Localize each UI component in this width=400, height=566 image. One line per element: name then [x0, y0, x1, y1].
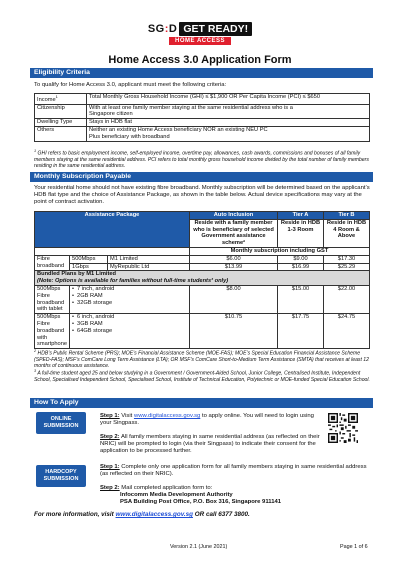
eligibility-row-others — [35, 127, 370, 142]
bundle-specs: • 7 inch, android • 2GB RAM • 32GB storage — [70, 285, 190, 313]
eligibility-value: Neither an existing Home Access beneficiary NOR an existing NEU PC Plus beneficiary with broadband — [87, 127, 370, 142]
digitalaccess-link[interactable]: www.digitalaccess.gov.sg — [133, 413, 201, 419]
price-tier-b: $24.75 — [324, 314, 370, 349]
eligibility-intro: To qualify for Home Access 3.0, applicant must meet the following criteria: — [34, 82, 227, 88]
price-auto: $8.00 — [190, 285, 278, 313]
eligibility-label: Income$^1$ — [35, 94, 87, 105]
eligibility-footnote: $^1$ GHI refers to basic employment income, self-employed income, overtime pay, allowances, cash awards, commissions and bonuses of all family members staying at the same residential address. PCI refers to total monthly gross household income divided by the total number of family members residing in the same residential address. — [34, 149, 369, 170]
tier-a-desc: Reside in HDB 1-3 Room — [278, 219, 324, 247]
eligibility-row-citizenship — [35, 104, 370, 119]
table-row — [35, 263, 370, 271]
mail-address-line-2: PSA Building Post Office, P.O. Box 316, Singapore 911141 — [120, 499, 282, 506]
fibre-speed: 500Mbps — [70, 255, 108, 263]
fibre-provider: MyRepublic Ltd — [108, 263, 190, 271]
fibre-speed: 1Gbps — [70, 263, 108, 271]
col-tier-b: Tier B — [324, 212, 370, 220]
price-tier-b: $22.00 — [324, 285, 370, 313]
logo-home-access: HOME ACCESS — [169, 37, 231, 45]
eligibility-value: Stays in HDB flat — [87, 119, 370, 127]
bundled-plans-heading: Bundled Plans by M1 Limited (Note: Options is available for families without full-time students³ only) — [35, 271, 370, 286]
table-row — [35, 255, 370, 263]
eligibility-row-income — [35, 94, 370, 105]
online-submission-badge: ONLINE SUBMISSION — [36, 412, 86, 434]
subscription-intro: Your residential home should not have existing fibre broadband. Monthly subscription will be determined based on the applicant’s HDB flat type and the choice of Assistance Package, as shown in the table below. Actual device specifications may vary at the point of contract activation. — [34, 185, 370, 206]
hardcopy-submission-badge: HARDCOPY SUBMISSION — [36, 465, 86, 487]
eligibility-value: Total Monthly Gross Household Income (GHI) ≤ $1,900 OR Per Capita Income (PCI) ≤ $650 — [87, 94, 370, 105]
subscription-header: Monthly Subscription Payable — [30, 172, 373, 182]
price-tier-a: $17.75 — [278, 314, 324, 349]
price-tier-a: $9.00 — [278, 255, 324, 263]
gst-row: Monthly subscription including GST — [190, 247, 370, 255]
hardcopy-step-2: Step 2: Mail completed application form to: Infocomm Media Development Authority PSA Building Post Office, P.O. Box 316, Singapore 911141 — [100, 485, 368, 507]
sgd-logo — [0, 22, 400, 45]
eligibility-label: Dwelling Type — [35, 119, 87, 127]
fibre-label: Fibre broadband — [35, 255, 70, 271]
subscription-footnote-2: $^2$ HDB’s Public Rental Scheme (PRS); MOE’s Financial Assistance Scheme (MOE-FAS); MOE’s Special Education Financial Assistance Scheme (SPED-FAS); MSF’s ComCare Long Term Assistance (LTA); OR MSF’s ComCare Short-to-Medium Term Assistance (SMTA) that receives at least 12 months of continuous assistance. — [34, 349, 369, 370]
subscription-table — [34, 211, 370, 349]
price-auto: $13.99 — [190, 263, 278, 271]
price-tier-a: $15.00 — [278, 285, 324, 313]
eligibility-table — [34, 93, 370, 142]
bundle-specs: • 6 inch, android • 3GB RAM • 64GB storage — [70, 314, 190, 349]
how-to-apply-header: How To Apply — [30, 398, 373, 408]
price-tier-b: $17.30 — [324, 255, 370, 263]
eligibility-header: Eligibility Criteria — [30, 68, 373, 78]
bundle-label: 500Mbps Fibre broadband with tablet — [35, 285, 70, 313]
table-row — [35, 285, 370, 313]
col-assistance-package: Assistance Package — [35, 212, 190, 248]
eligibility-label: Citizenship — [35, 104, 87, 119]
footer-page-number: Page 1 of 6 — [340, 544, 368, 550]
online-step-1: Step 1: Visit www.digitalaccess.gov.sg to apply online. You will need to login using your Singpass. — [100, 413, 314, 427]
table-row — [35, 314, 370, 349]
price-auto: $10.75 — [190, 314, 278, 349]
qr-code-icon[interactable] — [328, 413, 358, 443]
logo-get-ready: GET READY! — [179, 22, 252, 36]
logo-sgd-text: SG:D — [147, 23, 178, 35]
col-tier-a: Tier A — [278, 212, 324, 220]
fibre-provider: M1 Limited — [108, 255, 190, 263]
price-tier-a: $16.99 — [278, 263, 324, 271]
more-info-link[interactable]: www.digitalaccess.gov.sg — [115, 511, 193, 518]
price-auto: $6.00 — [190, 255, 278, 263]
footer-version: Version 2.1 (June 2021) — [170, 544, 228, 550]
col-auto-inclusion: Auto Inclusion — [190, 212, 278, 220]
auto-inclusion-desc: Reside with a family member who is beneficiary of selected Government assistance scheme² — [190, 219, 278, 247]
tier-b-desc: Reside in HDB 4 Room & Above — [324, 219, 370, 247]
eligibility-label: Others — [35, 127, 87, 142]
page-title: Home Access 3.0 Application Form — [108, 54, 292, 66]
eligibility-value: With at least one family member staying at the same residential address who is a Singapore citizen — [87, 104, 370, 119]
mail-address-line-1: Infocomm Media Development Authority — [120, 492, 233, 499]
eligibility-row-dwelling — [35, 119, 370, 127]
hardcopy-step-1: Step 1: Complete only one application form for all family members staying in same residential address (as reflected on their NRIC). — [100, 464, 367, 478]
online-step-2: Step 2: All family members staying in same residential address (as reflected on their NRIC) will be prompted to login (via their Singpass) to indicate their consent for the application to be processed further. — [100, 434, 320, 455]
subscription-footnote-3: $^3$ A full-time student aged 25 and below studying in a Government / Government-Aided School, Junior College, Centralised Institute, Independent School, Specialised Independent School, Specialised School, Institute of Technical Education, Polytechnic or MOE-funded Special Education School. — [34, 369, 370, 383]
bundle-label: 500Mbps Fibre broadband with smartphone — [35, 314, 70, 349]
more-info-line: For more information, visit www.digitalaccess.gov.sg OR call 6377 3800. — [34, 511, 250, 518]
price-tier-b: $25.29 — [324, 263, 370, 271]
